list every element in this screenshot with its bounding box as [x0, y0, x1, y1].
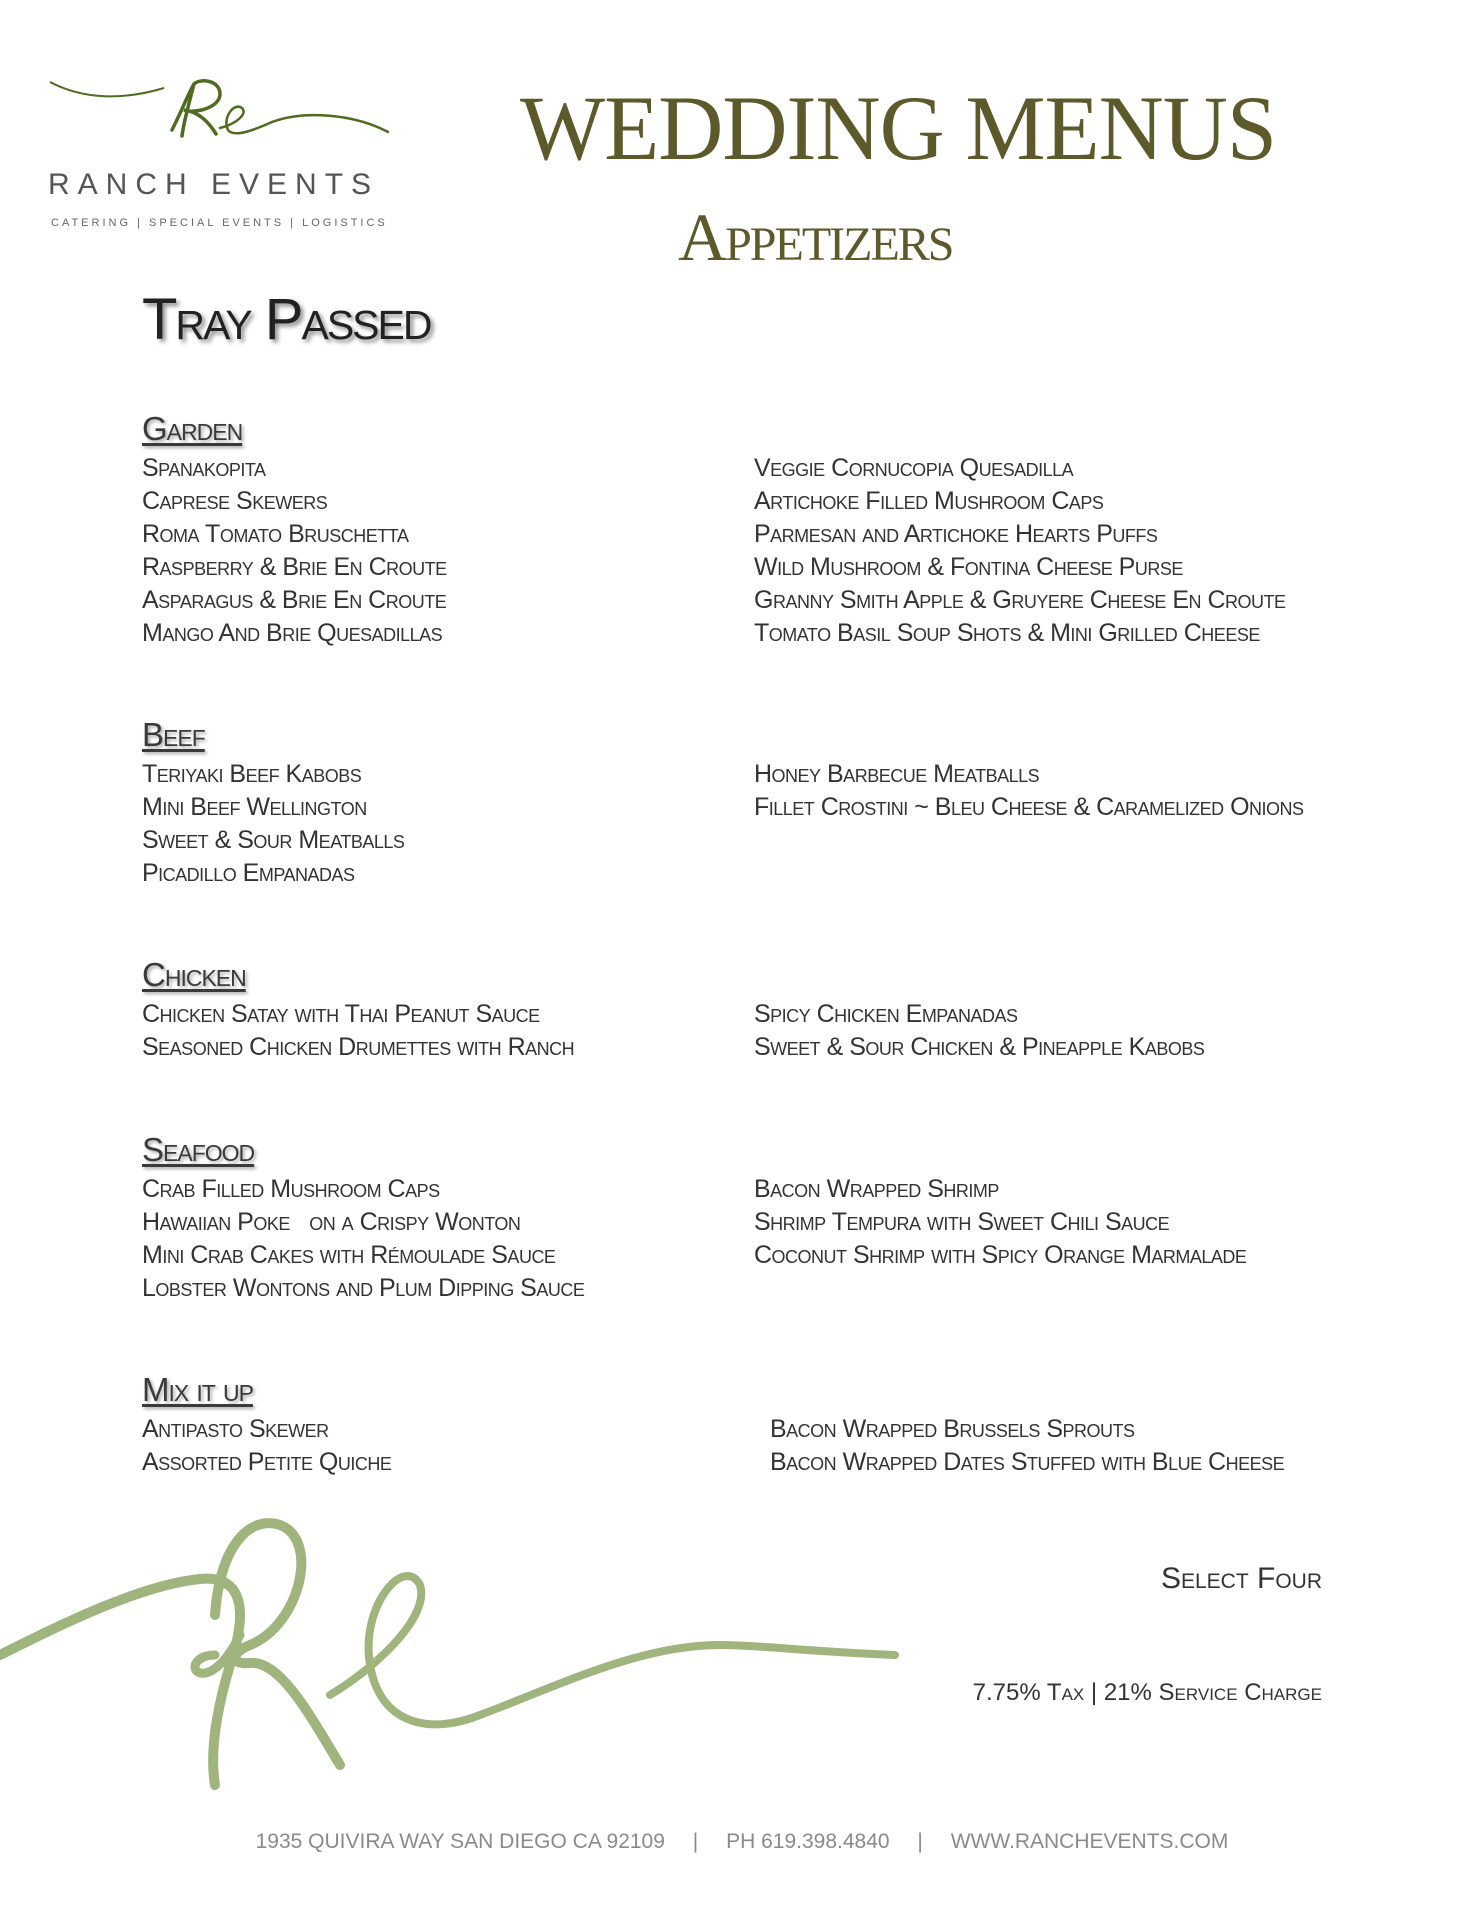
footer-phone: PH 619.398.4840	[726, 1830, 890, 1853]
list-item: Mango And Brie Quesadillas	[142, 619, 443, 647]
category-title: Beef	[142, 716, 205, 753]
footer-separator: |	[917, 1830, 923, 1853]
list-item: Mini Beef Wellington	[142, 793, 367, 821]
tax-note: 7.75% Tax | 21% Service Charge	[972, 1679, 1322, 1706]
right-column	[754, 452, 1334, 650]
list-item: Picadillo Empanadas	[142, 859, 355, 887]
category-garden	[142, 410, 1342, 652]
list-item: Honey Barbecue Meatballs	[754, 760, 1040, 788]
footer-website-link[interactable]: WWW.RANCHEVENTS.COM	[950, 1830, 1229, 1853]
list-item: Sweet & Sour Meatballs	[142, 826, 405, 854]
list-item: Spicy Chicken Empanadas	[754, 1000, 1018, 1028]
re-monogram-icon	[44, 70, 404, 170]
list-item: Caprese Skewers	[142, 487, 328, 515]
list-item: Wild Mushroom & Fontina Cheese Purse	[754, 553, 1183, 581]
category-items	[142, 1173, 1342, 1373]
category-title: Chicken	[142, 956, 246, 993]
category-beef	[142, 716, 1342, 958]
list-item: Asparagus & Brie En Croute	[142, 586, 447, 614]
list-item: Raspberry & Brie En Croute	[142, 553, 447, 581]
right-column	[754, 998, 1334, 1064]
list-item: Hawaiian Poke on a Crispy Wonton	[142, 1208, 521, 1236]
list-item: Crab Filled Mushroom Caps	[142, 1175, 440, 1203]
section-title: Tray Passed	[142, 287, 431, 352]
list-item: Veggie Cornucopia Quesadilla	[754, 454, 1074, 482]
list-item: Seasoned Chicken Drumettes with Ranch	[142, 1033, 575, 1061]
page-subtitle: Appetizers	[678, 199, 953, 275]
list-item: Bacon Wrapped Dates Stuffed with Blue Cheese	[770, 1448, 1285, 1476]
list-item: Roma Tomato Bruschetta	[142, 520, 409, 548]
list-item: Sweet & Sour Chicken & Pineapple Kabobs	[754, 1033, 1205, 1061]
re-swash-icon	[0, 1515, 900, 1815]
list-item: Bacon Wrapped Shrimp	[754, 1175, 999, 1203]
list-item: Artichoke Filled Mushroom Caps	[754, 487, 1104, 515]
list-item: Spanakopita	[142, 454, 266, 482]
category-items	[142, 758, 1342, 958]
left-column	[142, 758, 742, 890]
left-column	[142, 452, 742, 650]
page-title: WEDDING MENUS	[520, 77, 1277, 179]
left-column	[142, 1413, 742, 1479]
list-item: Chicken Satay with Thai Peanut Sauce	[142, 1000, 540, 1028]
list-item: Assorted Petite Quiche	[142, 1448, 392, 1476]
list-item: Granny Smith Apple & Gruyere Cheese En Croute	[754, 586, 1286, 614]
left-column	[142, 1173, 742, 1305]
category-title: Seafood	[142, 1131, 255, 1168]
list-item: Parmesan and Artichoke Hearts Puffs	[754, 520, 1158, 548]
list-item: Bacon Wrapped Brussels Sprouts	[770, 1415, 1135, 1443]
footer-separator: |	[692, 1830, 699, 1853]
selection-note: Select Four	[1160, 1562, 1322, 1595]
right-column	[754, 1173, 1334, 1272]
category-items	[142, 452, 1342, 652]
left-column	[142, 998, 742, 1064]
list-item: Tomato Basil Soup Shots & Mini Grilled Cheese	[754, 619, 1260, 647]
list-item: Mini Crab Cakes with Rémoulade Sauce	[142, 1241, 556, 1269]
list-item: Fillet Crostini ~ Bleu Cheese & Caramelized Onions	[754, 793, 1304, 821]
logo-wordmark: RANCH EVENTS	[48, 168, 380, 201]
footer-address: 1935 QUIVIRA WAY SAN DIEGO CA 92109	[255, 1830, 665, 1853]
category-title: Garden	[142, 410, 243, 447]
list-item: Shrimp Tempura with Sweet Chili Sauce	[754, 1208, 1170, 1236]
ranch-events-logo	[44, 70, 404, 240]
right-column	[770, 1413, 1350, 1479]
list-item: Antipasto Skewer	[142, 1415, 329, 1443]
category-seafood	[142, 1131, 1342, 1373]
right-column	[754, 758, 1334, 824]
list-item: Lobster Wontons and Plum Dipping Sauce	[142, 1274, 585, 1302]
list-item: Teriyaki Beef Kabobs	[142, 760, 362, 788]
logo-tagline: CATERING | SPECIAL EVENTS | LOGISTICS	[51, 217, 388, 229]
footer	[0, 1830, 1484, 1854]
list-item: Coconut Shrimp with Spicy Orange Marmalade	[754, 1241, 1247, 1269]
category-title: Mix it up	[142, 1371, 253, 1408]
